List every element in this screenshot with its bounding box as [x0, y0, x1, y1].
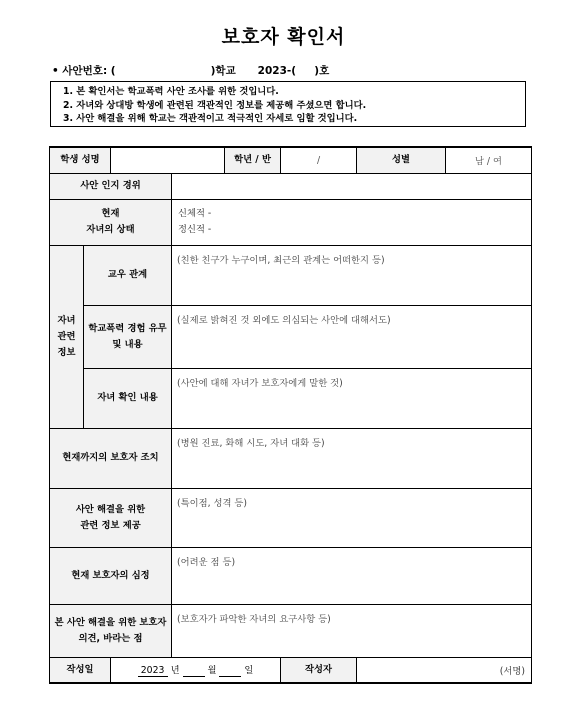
related-info-label [50, 488, 172, 547]
violence-experience-field[interactable]: (실제로 밝혀진 것 외에도 의심되는 사안에 대해서도) [172, 305, 532, 368]
child-info-label [50, 245, 84, 428]
related-info-field[interactable]: (특이점, 성격 등) [172, 488, 532, 547]
friendship-field[interactable]: (친한 친구가 누구이며, 최근의 관계는 어떠한지 등) [172, 245, 532, 305]
date-day-unit: 일 [244, 665, 254, 677]
gender-label: 성별 [357, 147, 446, 173]
date-year: 2023 [138, 665, 168, 677]
guardian-opinion-label [50, 604, 172, 657]
child-condition-label-line: 현재 [101, 208, 120, 219]
date-field[interactable] [111, 657, 281, 683]
notice-item: 1. 본 확인서는 학교폭력 사안 조사를 위한 것입니다. [63, 86, 279, 97]
related-info-label-line: 관련 정보 제공 [80, 519, 141, 531]
notice-box [50, 81, 526, 127]
guardian-measures-label: 현재까지의 보호자 조치 [50, 428, 172, 488]
violence-experience-label-line: 학교폭력 경험 유무 [88, 322, 167, 334]
notice-item: 3. 사안 해결을 위해 학교는 객관적이고 적극적인 자세로 임할 것입니다. [63, 113, 358, 124]
case-number-line: • 사안번호: ( )학교 2023-( )호 [52, 65, 330, 77]
child-condition-label-line: 자녀의 상태 [86, 224, 135, 235]
writer-signature-field[interactable] [357, 657, 532, 683]
condition-mental: 정신적 - [178, 224, 212, 235]
student-name-label: 학생 성명 [50, 147, 111, 173]
violence-experience-label [84, 305, 172, 368]
date-year-unit: 년 [170, 665, 180, 677]
confirmation-form-table [49, 146, 532, 684]
child-info-label-line: 관련 [57, 330, 76, 342]
date-label: 작성일 [50, 657, 111, 683]
guardian-measures-field[interactable]: (병원 진료, 화해 시도, 자녀 대화 등) [172, 428, 532, 488]
guardian-feelings-field[interactable]: (어려운 점 등) [172, 547, 532, 604]
child-info-label-line: 정보 [57, 346, 76, 358]
student-name-field[interactable] [111, 147, 225, 173]
condition-physical: 신체적 - [178, 208, 212, 219]
signature-hint: (서명) [499, 665, 526, 677]
date-month-unit: 월 [207, 665, 217, 677]
date-month-blank[interactable] [183, 665, 205, 677]
writer-label: 작성자 [281, 657, 357, 683]
grade-class-field[interactable]: / [281, 147, 357, 173]
guardian-feelings-label: 현재 보호자의 심정 [50, 547, 172, 604]
date-day-blank[interactable] [219, 665, 241, 677]
child-confirm-label: 자녀 확인 내용 [84, 368, 172, 428]
friendship-label: 교우 관계 [84, 245, 172, 305]
child-info-label-line: 자녀 [57, 314, 76, 326]
child-condition-field[interactable] [172, 199, 532, 245]
page-title: 보호자 확인서 [221, 26, 346, 48]
guardian-opinion-label-line: 본 사안 해결을 위한 보호자 [54, 616, 167, 628]
child-confirm-field[interactable]: (사안에 대해 자녀가 보호자에게 말한 것) [172, 368, 532, 428]
awareness-label: 사안 인지 경위 [50, 173, 172, 199]
awareness-field[interactable] [172, 173, 532, 199]
grade-class-label: 학년 / 반 [225, 147, 281, 173]
notice-item: 2. 자녀와 상대방 학생에 관련된 객관적인 정보를 제공해 주셨으면 합니다. [63, 99, 367, 111]
gender-field[interactable]: 남 / 여 [446, 147, 532, 173]
guardian-opinion-label-line: 의견, 바라는 점 [78, 632, 143, 644]
violence-experience-label-line: 및 내용 [112, 338, 143, 350]
guardian-opinion-field[interactable]: (보호자가 파악한 자녀의 요구사항 등) [172, 604, 532, 657]
child-condition-label [50, 199, 172, 245]
related-info-label-line: 사안 해결을 위한 [75, 503, 146, 515]
